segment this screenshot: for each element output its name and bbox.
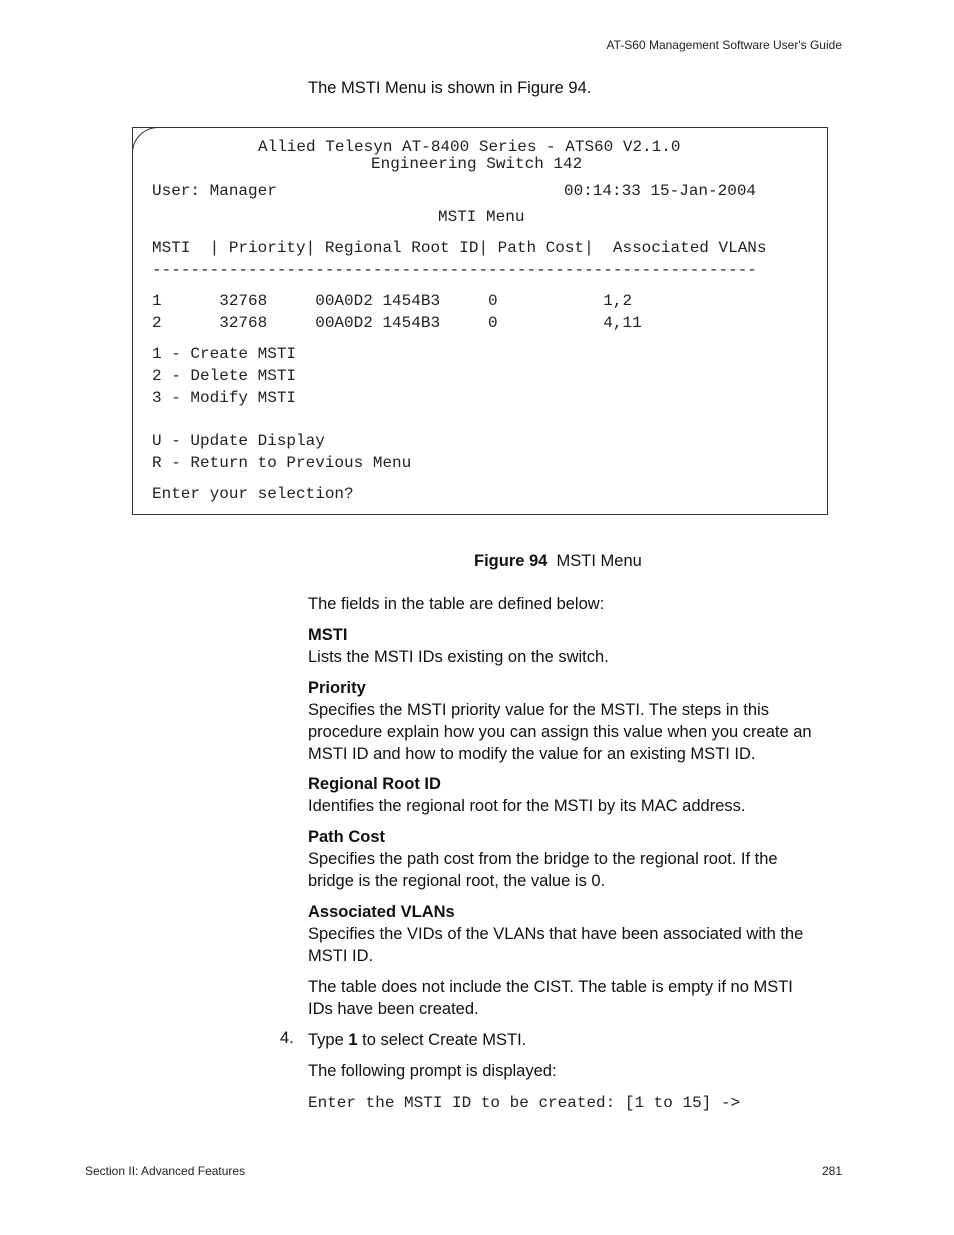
screen-prompt: Enter your selection? bbox=[152, 485, 354, 503]
screen-table-row: 2 32768 00A0D2 1454B3 0 4,11 bbox=[152, 314, 642, 332]
fields-intro: The fields in the table are defined below: bbox=[308, 595, 605, 613]
field-description: Identifies the regional root for the MSTI by its MAC address. bbox=[308, 797, 746, 815]
field-term: MSTI bbox=[308, 626, 348, 644]
screen-datetime: 00:14:33 15-Jan-2004 bbox=[564, 182, 757, 200]
field-definition bbox=[308, 677, 818, 765]
field-definition bbox=[308, 826, 818, 892]
field-description: Specifies the MSTI priority value for the MSTI. The steps in this procedure explain how you can assign this value when you create an MSTI ID and how to modify the value for an existing MSTI ID. bbox=[308, 701, 812, 763]
menu-option-update: U - Update Display bbox=[152, 432, 325, 450]
screen-subtitle: Engineering Switch 142 bbox=[371, 155, 583, 173]
figure-caption bbox=[474, 552, 642, 571]
menu-option-return: R - Return to Previous Menu bbox=[152, 454, 412, 472]
field-definition bbox=[308, 773, 818, 817]
screen-menu-title: MSTI Menu bbox=[438, 208, 525, 226]
field-term: Path Cost bbox=[308, 828, 386, 846]
field-description: Lists the MSTI IDs existing on the switch. bbox=[308, 648, 609, 666]
step-text bbox=[308, 1029, 818, 1051]
step-key: 1 bbox=[348, 1031, 358, 1049]
field-definition bbox=[308, 901, 818, 967]
field-description: Specifies the path cost from the bridge to the regional root. If the bridge is the regional root, the value is 0. bbox=[308, 850, 778, 890]
menu-option-delete: 2 - Delete MSTI bbox=[152, 367, 297, 385]
step-post: to select Create MSTI. bbox=[357, 1031, 527, 1049]
field-description: Specifies the VIDs of the VLANs that have been associated with the MSTI ID. bbox=[308, 925, 804, 965]
footer-section: Section II: Advanced Features bbox=[85, 1164, 246, 1178]
menu-option-modify: 3 - Modify MSTI bbox=[152, 389, 297, 407]
field-term: Priority bbox=[308, 679, 366, 697]
field-term: Associated VLANs bbox=[308, 903, 455, 921]
screen-table-header: MSTI | Priority| Regional Root ID| Path Cost| Associated VLANs bbox=[152, 239, 767, 257]
screen-table-row: 1 32768 00A0D2 1454B3 0 1,2 bbox=[152, 292, 633, 310]
screen-user: User: Manager bbox=[152, 182, 277, 200]
page-number: 281 bbox=[821, 1164, 842, 1178]
figure-label: Figure 94 bbox=[474, 552, 548, 570]
following-text: The following prompt is displayed: bbox=[308, 1062, 557, 1080]
create-prompt: Enter the MSTI ID to be created: [1 to 15] -> bbox=[308, 1094, 741, 1112]
figure-title: MSTI Menu bbox=[556, 552, 642, 570]
note-text: The table does not include the CIST. The table is empty if no MSTI IDs have been created. bbox=[308, 978, 793, 1018]
step-pre: Type bbox=[308, 1031, 349, 1049]
intro-text: The MSTI Menu is shown in Figure 94. bbox=[308, 79, 592, 97]
field-term: Regional Root ID bbox=[308, 775, 441, 793]
screen-divider: --------------------------------------------------------------- bbox=[152, 261, 757, 279]
running-header: AT-S60 Management Software User's Guide bbox=[606, 38, 842, 52]
field-definition bbox=[308, 624, 818, 668]
step-number: 4. bbox=[280, 1029, 294, 1047]
menu-option-create: 1 - Create MSTI bbox=[152, 345, 297, 363]
screen-title: Allied Telesyn AT-8400 Series - ATS60 V2.1.0 bbox=[258, 138, 681, 156]
